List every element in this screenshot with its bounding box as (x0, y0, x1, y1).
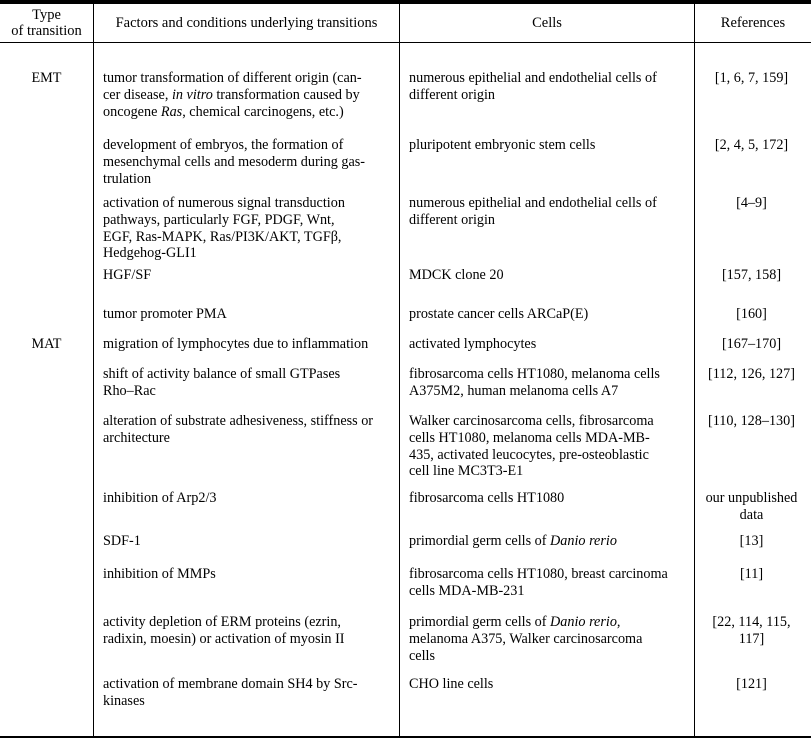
cell-cells: activated lymphocytes (409, 336, 537, 352)
cell-cells: Walker carcinosarcoma cells, fibrosarcoma cells HT1080, melanoma cells MDA-MB- 435, activated leucocytes, pre-osteoblastic cell line MC3T3-E1 (409, 413, 654, 480)
column-header-factors-label: Factors and conditions underlying transitions (115, 14, 378, 31)
column-header-type-line2: of transition (11, 23, 82, 39)
cell-type-of-transition: MAT (31, 336, 62, 352)
column-header-factors (94, 4, 399, 42)
table-row (0, 366, 811, 399)
column-header-cells-label: Cells (532, 14, 562, 31)
table-row (0, 490, 811, 523)
cell-factors: development of embryos, the formation of mesenchymal cells and mesoderm during gas- trulation (103, 137, 365, 187)
cell-cells: numerous epithelial and endothelial cells of different origin (409, 195, 657, 228)
cell-references: [167–170] (721, 336, 782, 352)
cell-references: [2, 4, 5, 172] (714, 137, 789, 153)
cell-factors: migration of lymphocytes due to inflammation (103, 336, 369, 352)
cell-cells: primordial germ cells of Danio rerio, melanoma A375, Walker carcinosarcoma cells (409, 614, 643, 664)
cell-references: [112, 126, 127] (708, 366, 795, 382)
header-divider (0, 42, 811, 43)
cell-type-of-transition: EMT (31, 70, 62, 86)
cell-cells: MDCK clone 20 (409, 267, 504, 283)
cell-factors: activity depletion of ERM proteins (ezrin, radixin, moesin) or activation of myosin II (103, 614, 345, 647)
cell-cells: pluripotent embryonic stem cells (409, 137, 596, 153)
cell-references: our unpublished data (705, 490, 798, 523)
cell-factors: SDF-1 (103, 533, 141, 549)
cell-cells: CHO line cells (409, 676, 494, 692)
cell-factors: inhibition of MMPs (103, 566, 216, 582)
column-header-type-of-transition (0, 4, 93, 42)
cell-cells: numerous epithelial and endothelial cells of different origin (409, 70, 657, 103)
cell-references: [121] (736, 676, 767, 692)
table-row (0, 533, 811, 549)
cell-factors: inhibition of Arp2/3 (103, 490, 217, 506)
column-header-type-line1: Type (32, 6, 61, 23)
cell-factors: activation of membrane domain SH4 by Src- kinases (103, 676, 358, 709)
cell-factors: tumor promoter PMA (103, 306, 227, 322)
cell-cells: fibrosarcoma cells HT1080 (409, 490, 565, 506)
cell-cells: primordial germ cells of Danio rerio (409, 533, 617, 549)
column-header-references (695, 4, 811, 42)
cell-cells: fibrosarcoma cells HT1080, breast carcinoma cells MDA-MB-231 (409, 566, 668, 599)
cell-factors: HGF/SF (103, 267, 152, 283)
cell-references: [160] (736, 306, 767, 322)
table-row (0, 566, 811, 599)
column-header-references-label: References (720, 14, 786, 31)
table-row (0, 137, 811, 187)
cell-references: [157, 158] (721, 267, 782, 283)
table-row (0, 676, 811, 709)
table-header-row (0, 4, 811, 42)
table-row (0, 267, 811, 283)
table-row (0, 306, 811, 322)
cell-cells: prostate cancer cells ARCaP(E) (409, 306, 589, 322)
cell-references: [110, 128–130] (708, 413, 795, 429)
cell-factors: alteration of substrate adhesiveness, stiffness or architecture (103, 413, 374, 446)
column-header-cells (400, 4, 694, 42)
cell-factors: activation of numerous signal transduction pathways, particularly FGF, PDGF, Wnt, EGF, Ras-MAPK, Ras/PI3K/AKT, TGFβ, Hedgehog-GLI1 (103, 195, 345, 262)
cell-references: [22, 114, 115, 117] (712, 614, 791, 647)
cell-references: [11] (739, 566, 764, 582)
table-row (0, 195, 811, 262)
cell-references: [13] (739, 533, 764, 549)
table-row (0, 614, 811, 664)
table-row (0, 413, 811, 480)
cell-references: [1, 6, 7, 159] (714, 70, 789, 86)
table-row (0, 336, 811, 352)
cell-factors: tumor transformation of different origin (can- cer disease, in vitro transformation caused by oncogene Ras, chemical carcinogens, etc.) (103, 70, 362, 120)
cell-cells: fibrosarcoma cells HT1080, melanoma cells A375M2, human melanoma cells A7 (409, 366, 660, 399)
cell-references: [4–9] (736, 195, 767, 211)
table-row (0, 70, 811, 120)
cell-factors: shift of activity balance of small GTPases Rho–Rac (103, 366, 341, 399)
